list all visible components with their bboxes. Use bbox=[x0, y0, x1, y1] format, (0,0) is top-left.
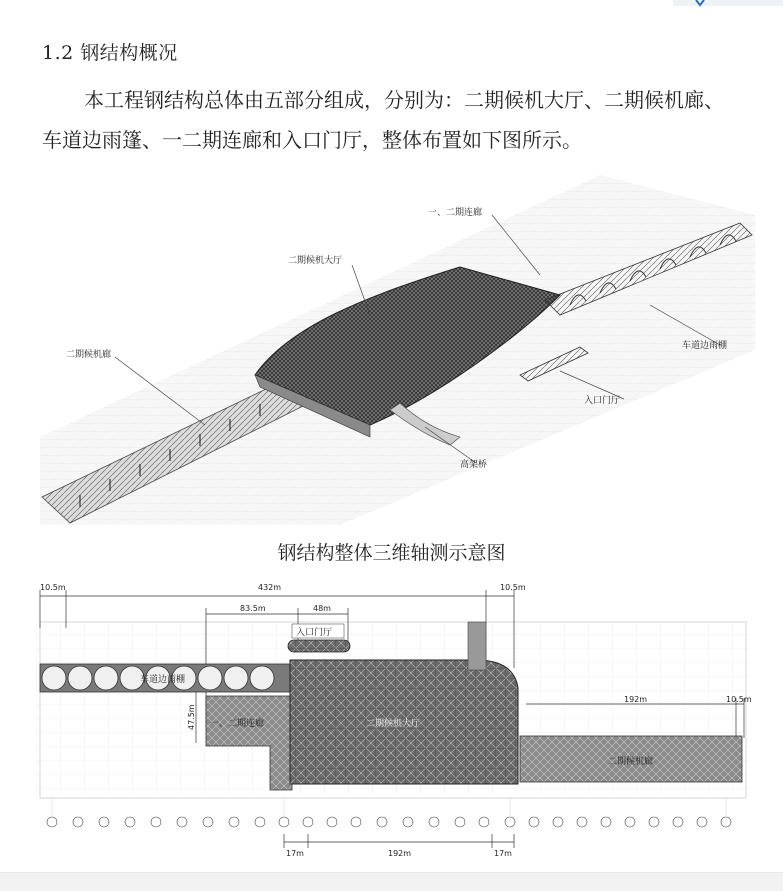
label-connector-3d: 一、二期连廊 bbox=[428, 208, 483, 218]
paragraph-text: 本工程钢结构总体由五部分组成，分别为：二期候机大厅、二期候机廊、车道边雨篷、一二期连廊和入口门厅，整体布置如下图所示。 bbox=[42, 88, 724, 152]
dim-span1: 83.5m bbox=[240, 604, 266, 613]
dim-total: 432m bbox=[258, 583, 282, 592]
label-hall-plan: 二期候机大厅 bbox=[366, 719, 421, 729]
label-corridor-3d: 二期候机廊 bbox=[66, 350, 112, 360]
hall-notch bbox=[468, 622, 486, 670]
dim-bottom-mid: 192m bbox=[388, 849, 412, 858]
dimension-lines-bottom bbox=[284, 834, 514, 848]
figure1-caption: 钢结构整体三维轴测示意图 bbox=[277, 542, 506, 564]
label-canopy-plan: 车道边雨棚 bbox=[140, 675, 186, 685]
axis-markers bbox=[47, 817, 731, 827]
label-hall-3d: 二期候机大厅 bbox=[288, 256, 343, 266]
dim-bottom-right: 17m bbox=[494, 849, 512, 858]
dim-far-right: 10.5m bbox=[726, 695, 752, 704]
label-viaduct-3d: 高架桥 bbox=[460, 460, 488, 470]
label-connector-plan: 一、二期连廊 bbox=[210, 719, 265, 729]
label-corridor-plan: 二期候机廊 bbox=[608, 757, 654, 767]
chevron-down-icon[interactable] bbox=[695, 0, 705, 6]
bottom-strip bbox=[0, 872, 783, 891]
label-entrance-3d: 入口门厅 bbox=[584, 396, 621, 406]
label-entrance-plan: 入口门厅 bbox=[296, 628, 333, 638]
section-title: 钢结构概况 bbox=[80, 42, 178, 64]
label-canopy-3d: 车道边雨棚 bbox=[682, 341, 728, 351]
dim-left-edge: 10.5m bbox=[40, 583, 66, 592]
dim-bottom-left: 17m bbox=[286, 849, 304, 858]
top-right-strip bbox=[673, 0, 783, 6]
axis-lines bbox=[52, 798, 726, 816]
body-paragraph bbox=[42, 80, 742, 160]
dim-corridor-len: 192m bbox=[624, 695, 648, 704]
entrance-block bbox=[288, 640, 350, 652]
dim-right-edge: 10.5m bbox=[500, 583, 526, 592]
dim-height: 47.5m bbox=[187, 704, 196, 730]
section-heading bbox=[42, 38, 178, 65]
figure-plan-view bbox=[36, 578, 752, 860]
dim-span2: 48m bbox=[313, 604, 331, 613]
figure-3d-axonometric bbox=[40, 175, 755, 525]
section-number: 1.2 bbox=[42, 42, 74, 64]
